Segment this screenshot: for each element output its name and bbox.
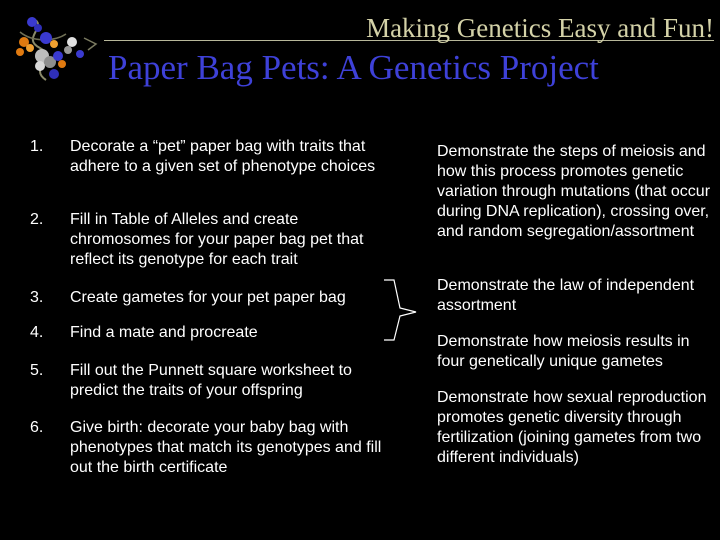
goal-item: Demonstrate the steps of meiosis and how this process promotes genetic variation through mutations (that occur during DNA replication), crossing over, and random segregation/assortment — [437, 143, 711, 240]
step-text: Find a mate and procreate — [70, 324, 258, 341]
step-number: 1. — [30, 138, 44, 155]
step-text: Give birth: decorate your baby bag with phenotypes that match its genotypes and fill out the birth certificate — [70, 419, 382, 476]
step-number: 6. — [30, 419, 44, 436]
step-text: Decorate a “pet” paper bag with traits that adhere to a given set of phenotype choices — [70, 138, 376, 175]
bracket-connector — [382, 278, 418, 342]
page-title: Paper Bag Pets: A Genetics Project — [108, 48, 599, 87]
step-text: Fill out the Punnett square worksheet to predict the traits of your offspring — [70, 362, 352, 399]
step-text: Fill in Table of Alleles and create chromosomes for your paper bag pet that reflect its genotype for each trait — [70, 211, 364, 268]
step-number: 2. — [30, 211, 44, 228]
step-number: 5. — [30, 362, 44, 379]
step-number: 3. — [30, 289, 44, 306]
dna-molecule-logo-icon — [10, 12, 102, 92]
goal-item: Demonstrate how meiosis results in four genetically unique gametes — [437, 333, 690, 370]
goal-item: Demonstrate the law of independent assortment — [437, 277, 695, 314]
goal-item: Demonstrate how sexual reproduction promotes genetic diversity through fertilization (joining gametes from two different individuals) — [437, 389, 707, 466]
header-subtitle: Making Genetics Easy and Fun! — [366, 13, 714, 43]
step-number: 4. — [30, 324, 44, 341]
step-text: Create gametes for your pet paper bag — [70, 289, 346, 306]
